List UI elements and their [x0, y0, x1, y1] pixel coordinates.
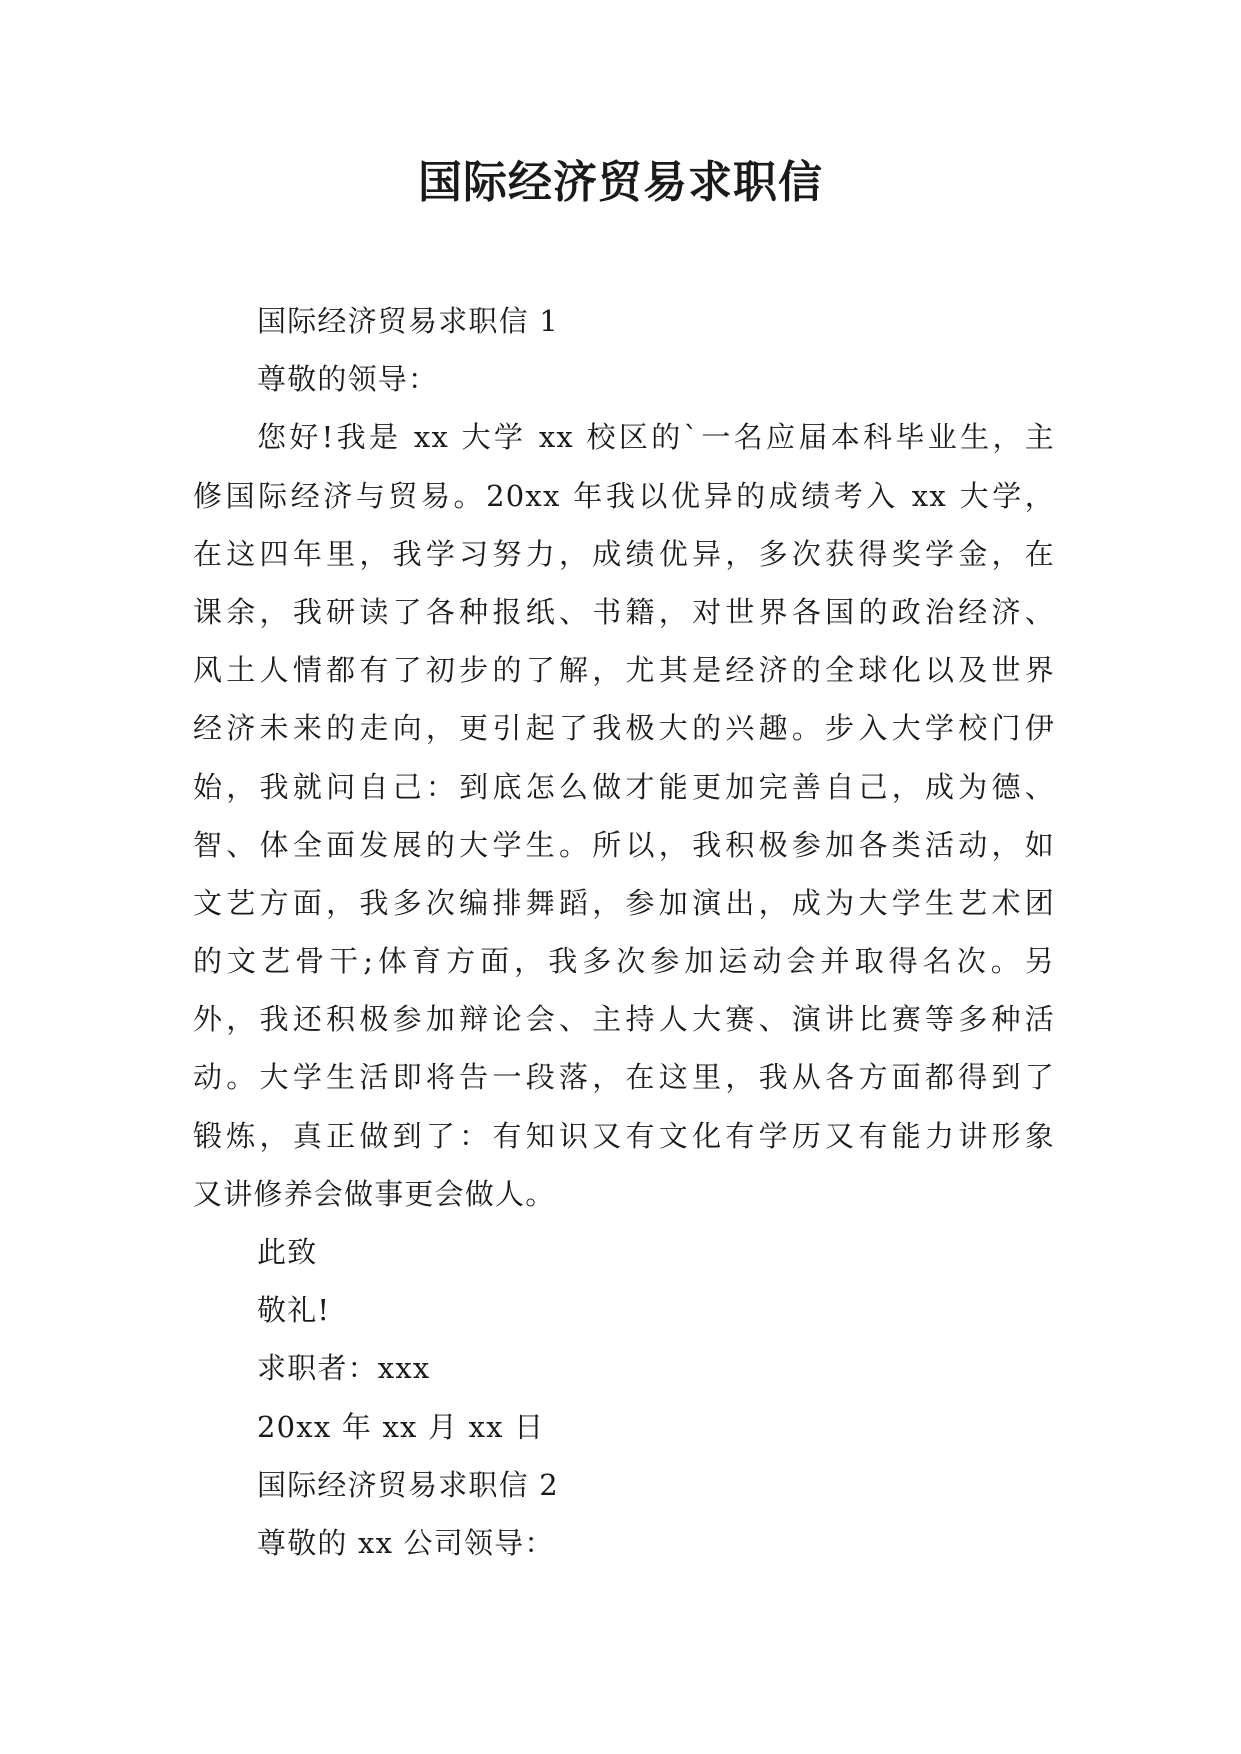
letter1-body-line: 修国际经济与贸易。20xx 年我以优异的成绩考入 xx 大学，	[193, 478, 1055, 513]
letter1-body-line: 智、体全面发展的大学生。所以，我积极参加各类活动，如	[193, 827, 1055, 862]
letter1-signature: 求职者：xxx	[257, 1351, 431, 1386]
letter2-heading: 国际经济贸易求职信 2	[257, 1467, 559, 1502]
letter1-body-line: 外，我还积极参加辩论会、主持人大赛、演讲比赛等多种活	[193, 1002, 1055, 1037]
letter1-body-line: 风土人情都有了初步的了解，尤其是经济的全球化以及世界	[193, 653, 1055, 688]
letter1-body-line: 经济未来的走向，更引起了我极大的兴趣。步入大学校门伊	[193, 711, 1055, 746]
letter2-salutation: 尊敬的 xx 公司领导：	[257, 1525, 555, 1560]
letter1-body-line: 文艺方面，我多次编排舞蹈，参加演出，成为大学生艺术团	[193, 885, 1055, 920]
letter1-regards: 敬礼!	[257, 1293, 331, 1328]
letter1-body-line: 课余，我研读了各种报纸、书籍，对世界各国的政治经济、	[193, 594, 1055, 629]
letter1-heading: 国际经济贸易求职信 1	[257, 304, 559, 338]
letter1-body-line: 的文艺骨干;体育方面，我多次参加运动会并取得名次。另	[193, 944, 1055, 979]
letter1-body-line: 又讲修养会做事更会做人。	[193, 1176, 556, 1211]
letter1-date: 20xx 年 xx 月 xx 日	[257, 1409, 545, 1444]
letter1-body-line: 始，我就问自己：到底怎么做才能更加完善自己，成为德、	[193, 769, 1055, 804]
letter1-body-line: 锻炼，真正做到了：有知识又有文化有学历又有能力讲形象	[193, 1118, 1055, 1153]
document-title: 国际经济贸易求职信	[418, 157, 823, 208]
document-body	[193, 292, 1055, 1572]
letter1-salutation: 尊敬的领导：	[257, 362, 439, 397]
letter1-body-line: 在这四年里，我学习努力，成绩优异，多次获得奖学金，在	[193, 536, 1055, 571]
letter1-closing: 此致	[257, 1235, 318, 1269]
letter1-body-line: 动。大学生活即将告一段落，在这里，我从各方面都得到了	[193, 1060, 1055, 1095]
letter1-body-line: 您好!我是 xx 大学 xx 校区的`一名应届本科毕业生，主	[257, 420, 1055, 455]
